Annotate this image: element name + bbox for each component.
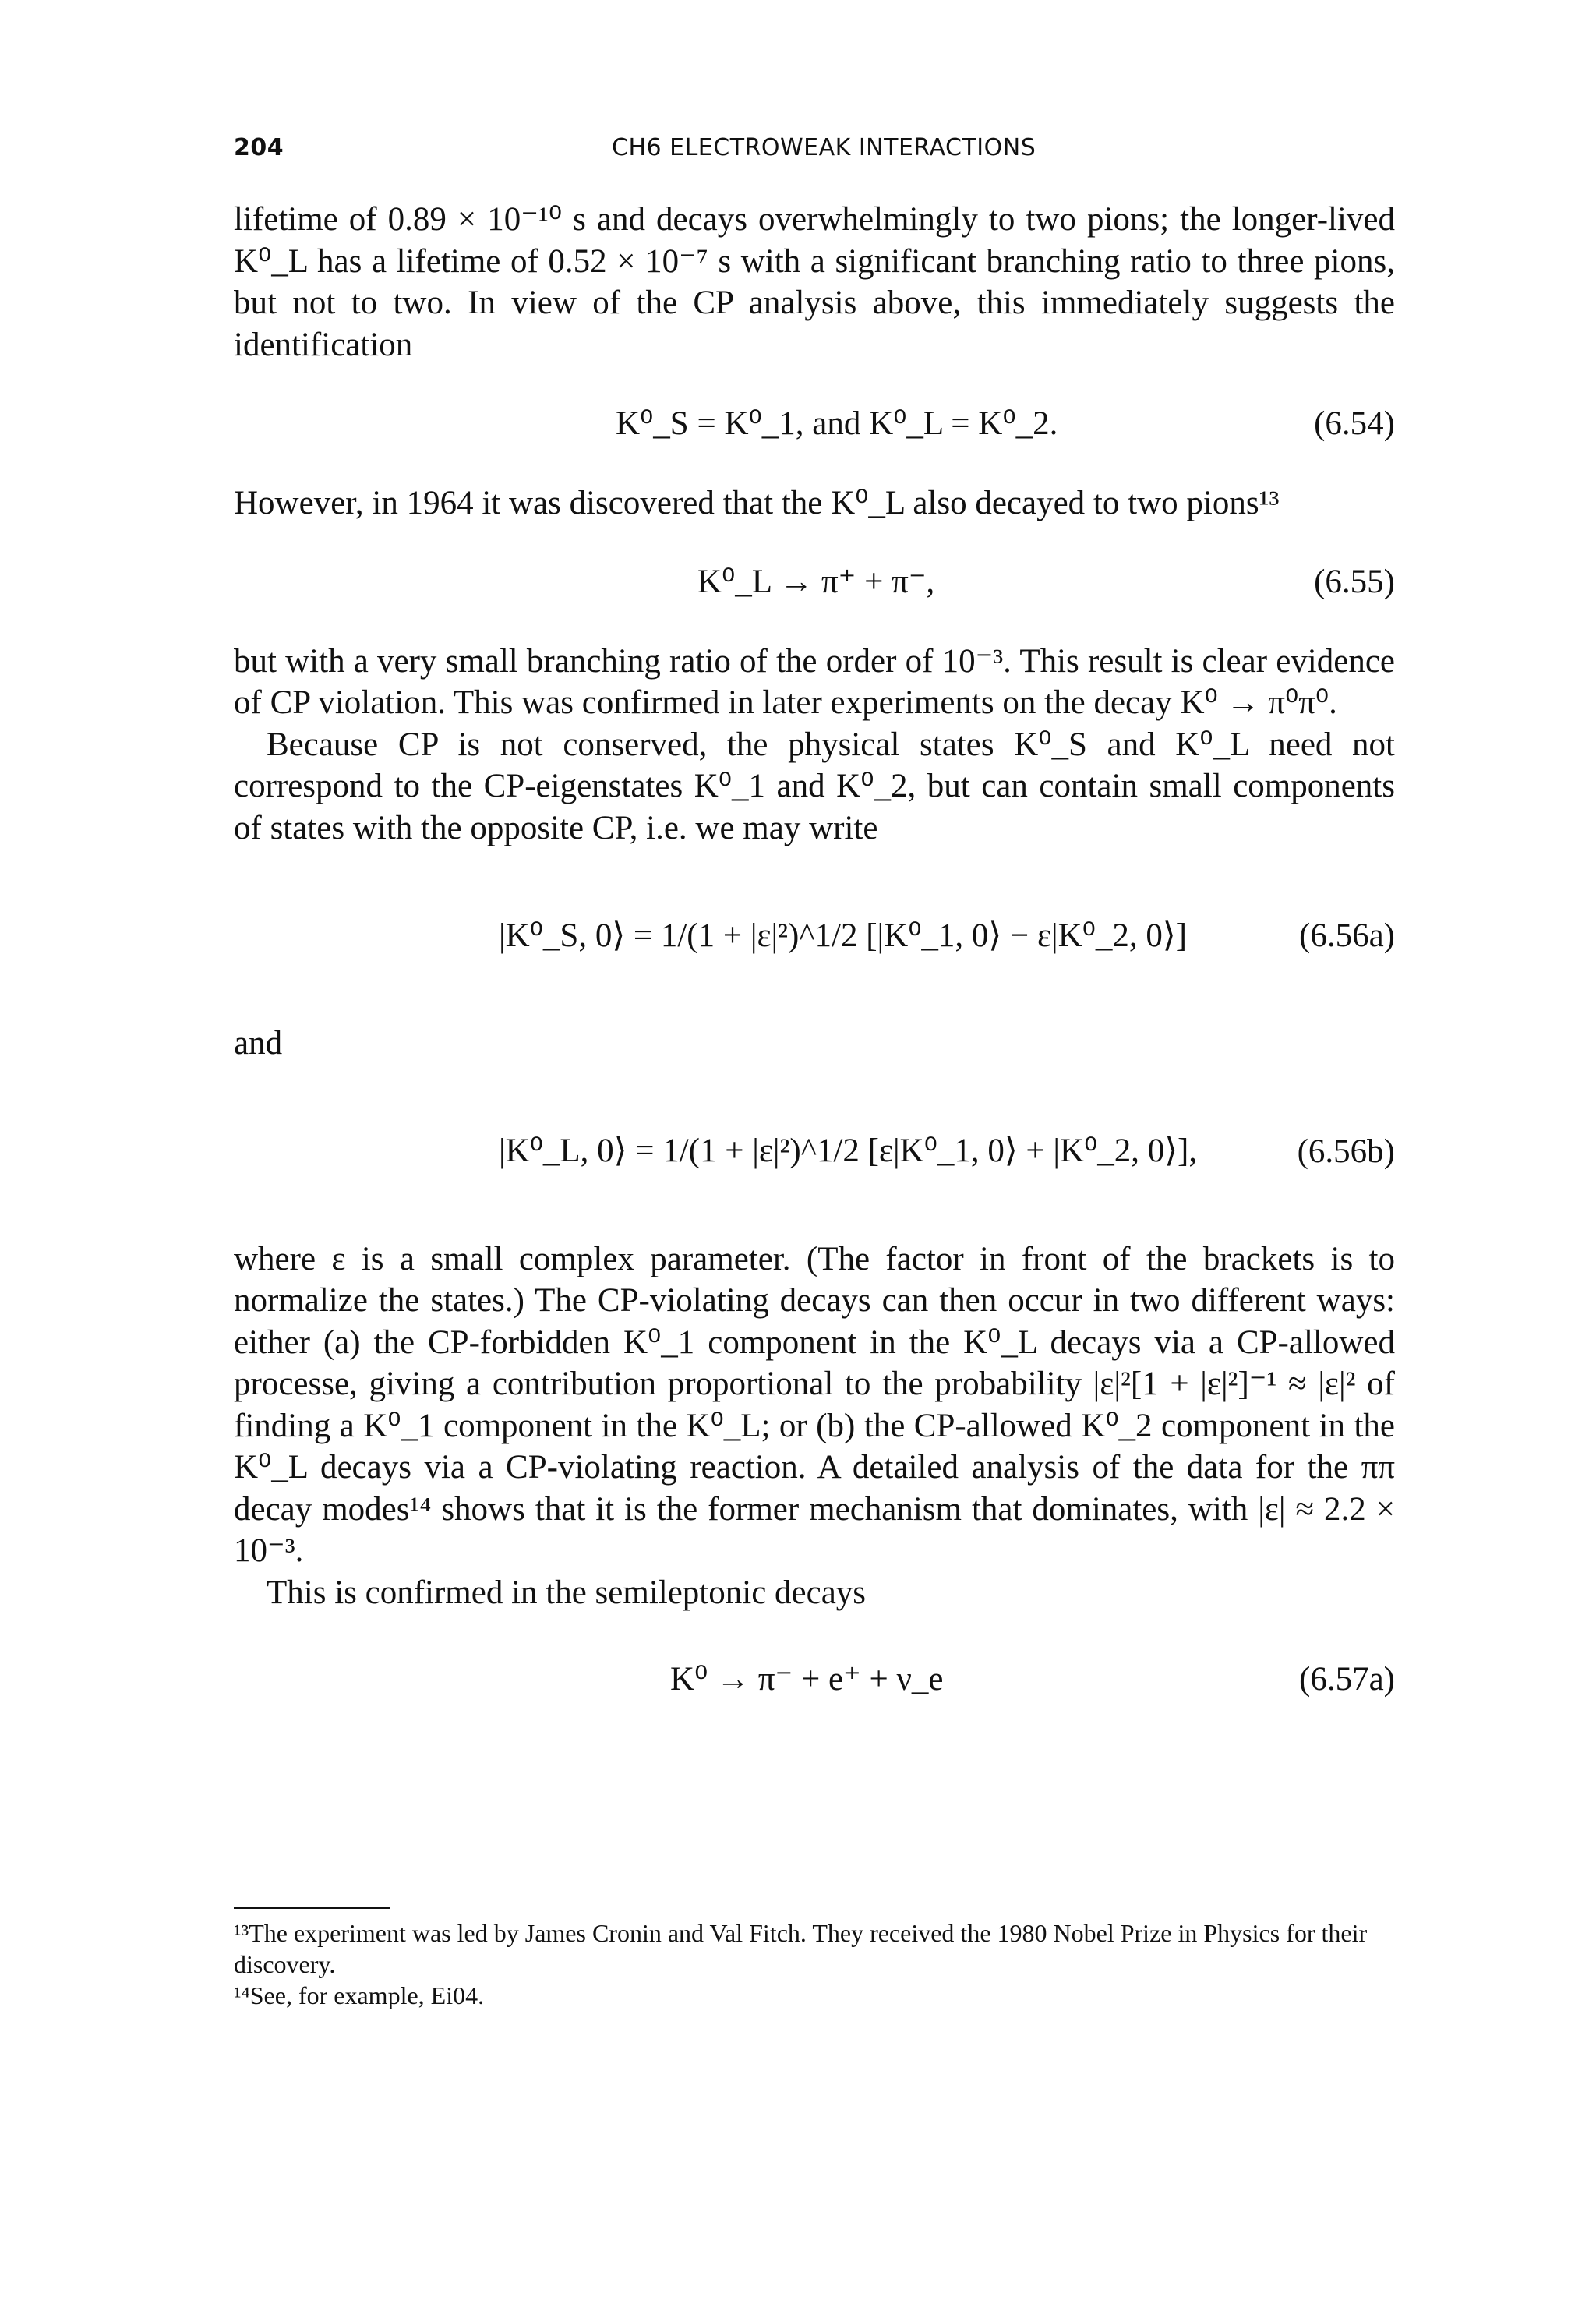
paragraph-4: Because CP is not conserved, the physical states K⁰_S and K⁰_L need not correspond to the CP-eigenstates K⁰_1 and K⁰_2, but can contain small components of states with the opposite CP, i.e. we may write	[234, 726, 1395, 846]
equation-expression: |K⁰_L, 0⟩ = 1/(1 + |ε|²)^1/2 [ε|K⁰_1, 0⟩ + |K⁰_2, 0⟩],	[499, 1132, 1198, 1170]
equation-number: (6.57a)	[1299, 1661, 1395, 1698]
equation-expression: K⁰ → π⁻ + e⁺ + ν_e	[670, 1661, 944, 1698]
paragraph-6: This is confirmed in the semileptonic decays	[267, 1574, 867, 1611]
paragraph-5: where ε is a small complex parameter. (The factor in front of the brackets is to normalize the states.) The CP-violating decays can then occur in two different ways: either (a) the CP-forbidden K⁰_1 component in the K⁰_L decays via a CP-allowed processe, giving a contribution proportional to the probability |ε|²[1 + |ε|²]⁻¹ ≈ |ε|² of finding a K⁰_1 component in the K⁰_L; or (b) the CP-allowed K⁰_2 component in the K⁰_L decays via a CP-violating reaction. A detailed analysis of the data for the ππ decay modes¹⁴ shows that it is the former mechanism that dominates, with |ε| ≈ 2.2 × 10⁻³.	[234, 1240, 1395, 1569]
running-title: CH6 ELECTROWEAK INTERACTIONS	[612, 134, 1036, 161]
page-number: 204	[234, 134, 284, 161]
equation-6-56b	[234, 1110, 1395, 1193]
connector-and: and	[234, 1025, 283, 1062]
equation-6-55	[234, 561, 1395, 603]
equation-expression: K⁰_S = K⁰_1, and K⁰_L = K⁰_2.	[616, 405, 1058, 442]
equation-6-57a	[234, 1659, 1395, 1701]
footnote-rule	[234, 1907, 390, 1909]
equation-expression: |K⁰_S, 0⟩ = 1/(1 + |ε|²)^1/2 [|K⁰_1, 0⟩ − ε|K⁰_2, 0⟩]	[499, 917, 1188, 954]
main-text	[234, 199, 1395, 1701]
equation-6-54	[234, 403, 1395, 445]
equation-number: (6.56b)	[1297, 1132, 1395, 1170]
equation-number: (6.55)	[1314, 564, 1395, 600]
paragraph-1: lifetime of 0.89 × 10⁻¹⁰ s and decays overwhelmingly to two pions; the longer-lived K⁰_L has a lifetime of 0.52 × 10⁻⁷ s with a significant branching ratio to three pions, but not to two. In view of the CP analysis above, this immediately suggests the identification	[234, 201, 1395, 363]
footnote-14: ¹⁴See, for example, Ei04.	[234, 1981, 485, 2009]
equation-number: (6.54)	[1314, 405, 1395, 442]
footnote-13: ¹³The experiment was led by James Cronin and Val Fitch. They received the 1980 Nobel Prize in Physics for their discovery.	[234, 1919, 1368, 1978]
running-header	[234, 134, 1395, 173]
equation-expression: K⁰_L → π⁺ + π⁻,	[697, 564, 935, 600]
paragraph-2: However, in 1964 it was discovered that the K⁰_L also decayed to two pions¹³	[234, 484, 1280, 521]
paragraph-3: but with a very small branching ratio of the order of 10⁻³. This result is clear evidence of CP violation. This was confirmed in later experiments on the decay K⁰ → π⁰π⁰.	[234, 642, 1395, 721]
footnotes	[234, 1917, 1395, 2011]
equation-number: (6.56a)	[1299, 917, 1395, 954]
equation-6-56a	[234, 894, 1395, 977]
